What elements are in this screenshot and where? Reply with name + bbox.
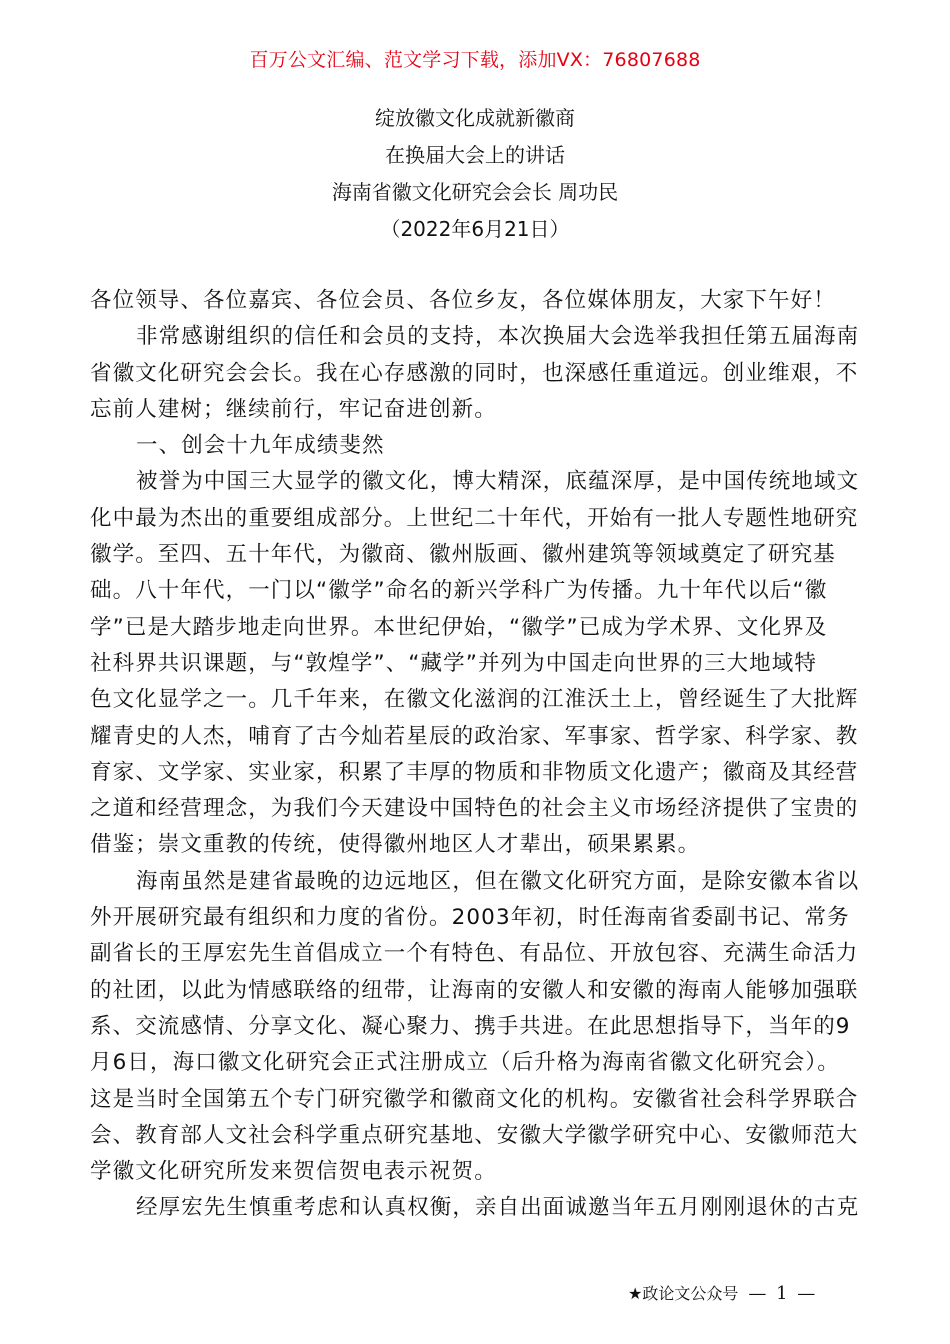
body-line: 非常感谢组织的信任和会员的支持，本次换届大会选举我担任第五届海南 <box>136 324 860 350</box>
page-number: — 1 — <box>748 1283 818 1304</box>
body-line: 会、教育部人文社会科学重点研究基地、安徽大学徽学研究中心、安徽师范大 <box>90 1122 859 1148</box>
body-line: 外开展研究最有组织和力度的省份。2003年初，时任海南省委副书记、常务 <box>90 905 850 931</box>
body-line: 这是当时全国第五个专门研究徽学和徽商文化的机构。安徽省社会科学界联合 <box>90 1086 859 1112</box>
body-line: 副省长的王厚宏先生首倡成立一个有特色、有品位、开放包容、充满生命活力 <box>90 941 859 967</box>
body-line: 经厚宏先生慎重考虑和认真权衡，亲自出面诚邀当年五月刚刚退休的古克 <box>136 1195 860 1221</box>
body-line: 海南虽然是建省最晚的边远地区，但在徽文化研究方面，是除安徽本省以 <box>136 868 860 894</box>
speech-date: （2022年6月21日） <box>380 217 570 241</box>
body-line: 学”已是大踏步地走向世界。本世纪伊始，“徽学”已成为学术界、文化界及 <box>90 614 828 640</box>
page-footer <box>628 1282 817 1306</box>
speech-title: 绽放徽文化成就新徽商 <box>375 106 575 130</box>
body-line: 被誉为中国三大显学的徽文化，博大精深，底蕴深厚，是中国传统地域文 <box>136 469 860 495</box>
section-heading: 一、创会十九年成绩斐然 <box>136 433 385 459</box>
body-line: 耀青史的人杰，哺育了古今灿若星辰的政治家、军事家、哲学家、科学家、教 <box>90 723 859 749</box>
body-line: 系、交流感情、分享文化、凝心聚力、携手共进。在此思想指导下，当年的9 <box>90 1013 851 1039</box>
speech-title-block <box>0 100 950 248</box>
body-line: 育家、文学家、实业家，积累了丰厚的物质和非物质文化遗产；徽商及其经营 <box>90 759 859 785</box>
body-line: 色文化显学之一。几千年来，在徽文化滋润的江淮沃土上，曾经诞生了大批辉 <box>90 687 859 713</box>
body-line: 社科界共识课题，与“敦煌学”、“藏学”并列为中国走向世界的三大地域特 <box>90 650 817 676</box>
body-line: 各位领导、各位嘉宾、各位会员、各位乡友，各位媒体朋友，大家下午好！ <box>90 288 836 313</box>
body-line: 省徽文化研究会会长。我在心存感激的同时，也深感任重道远。创业维艰，不 <box>90 360 859 386</box>
body-line: 之道和经营理念，为我们今天建设中国特色的社会主义市场经济提供了宝贵的 <box>90 796 859 822</box>
body-line: 借鉴；崇文重教的传统，使得徽州地区人才辈出，硕果累累。 <box>90 832 701 858</box>
speaker-line: 海南省徽文化研究会会长 周功民 <box>331 180 619 204</box>
footer-source: ★政论文公众号 <box>628 1284 739 1303</box>
body-line: 忘前人建树；继续前行，牢记奋进创新。 <box>90 396 497 422</box>
body-line: 化中最为杰出的重要组成部分。上世纪二十年代，开始有一批人专题性地研究 <box>90 505 859 531</box>
body-line: 徽学。至四、五十年代，为徽商、徽州版画、徽州建筑等领域奠定了研究基 <box>90 542 836 568</box>
speech-body <box>90 283 865 1227</box>
body-line: 础。八十年代，一门以“徽学”命名的新兴学科广为传播。九十年代以后“徽 <box>90 578 828 604</box>
body-line: 的社团，以此为情感联络的纽带，让海南的安徽人和安徽的海南人能够加强联 <box>90 977 859 1003</box>
download-banner: 百万公文汇编、范文学习下载，添加VX：76807688 <box>249 49 701 71</box>
body-line: 月6日，海口徽文化研究会正式注册成立（后升格为海南省徽文化研究会）。 <box>90 1050 840 1076</box>
body-line: 学徽文化研究所发来贺信贺电表示祝贺。 <box>90 1159 497 1185</box>
speech-subtitle: 在换届大会上的讲话 <box>385 143 565 167</box>
